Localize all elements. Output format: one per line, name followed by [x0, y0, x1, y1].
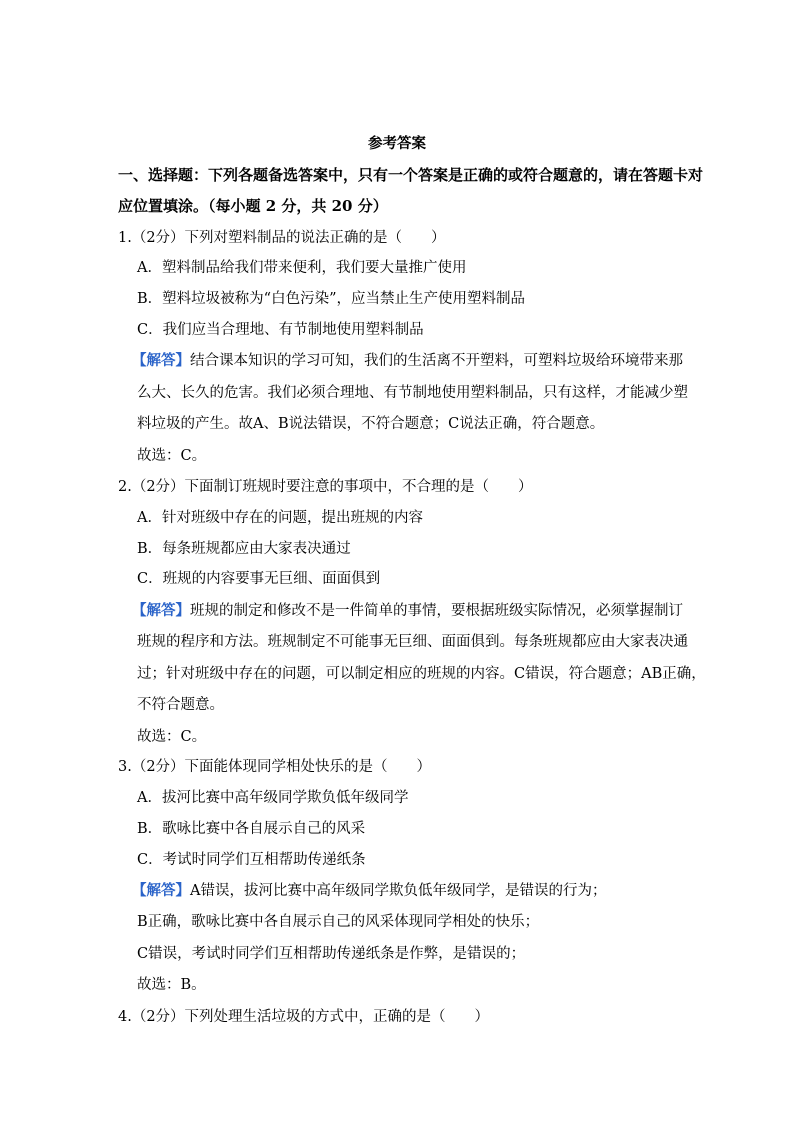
question-3-option-a: A．拔河比赛中高年级同学欺负低年级同学 [137, 790, 409, 806]
question-1-option-c: C．我们应当合理地、有节制地使用塑料制品 [137, 322, 424, 338]
question-2-answer-line-2: 班规的程序和方法。班规制定不可能事无巨细、面面俱到。每条班规都应由大家表决通 [137, 634, 688, 650]
question-3-answer-line-3: C错误，考试时同学们互相帮助传递纸条是作弊，是错误的； [137, 946, 526, 962]
question-1-option-a: A．塑料制品给我们带来便利，我们要大量推广使用 [137, 260, 467, 276]
question-2-option-b: B．每条班规都应由大家表决通过 [137, 541, 351, 557]
question-1-stem: 1.（2分）下列对塑料制品的说法正确的是（ ） [118, 230, 446, 246]
question-3-option-b: B．歌咏比赛中各自展示自己的风采 [137, 821, 366, 837]
question-3-stem: 3.（2分）下面能体现同学相处快乐的是（ ） [118, 759, 432, 775]
question-1-answer-line-2: 么大、长久的危害。我们必须合理地、有节制地使用塑料制品，只有这样，才能减少塑 [137, 385, 688, 401]
question-3-result: 故选：B。 [137, 977, 206, 993]
question-1-result: 故选：C。 [137, 448, 207, 464]
question-1-answer-line-1: 【解答】结合课本知识的学习可知，我们的生活离不开塑料，可塑料垃圾给环境带来那 [132, 352, 683, 369]
question-2-answer-line-3: 过；针对班级中存在的问题，可以制定相应的班规的内容。C错误，符合题意；AB正确， [137, 666, 706, 682]
page-title: 参考答案 [368, 135, 426, 152]
section-heading-line-2: 应位置填涂。（每小题 2 分，共 20 分） [118, 197, 388, 215]
question-1-answer-line-3: 料垃圾的产生。故A、B说法错误，不符合题意；C说法正确，符合题意。 [137, 416, 605, 432]
question-2-result: 故选：C。 [137, 729, 207, 745]
answer-tag: 【解答】 [132, 602, 190, 619]
question-2-stem: 2.（2分）下面制订班规时要注意的事项中，不合理的是（ ） [118, 479, 533, 495]
question-2-answer-line-1: 【解答】班规的制定和修改不是一件简单的事情，要根据班级实际情况，必须掌握制订 [132, 602, 683, 619]
section-heading-line-1: 一、选择题：下列各题备选答案中，只有一个答案是正确的或符合题意的，请在答题卡对 [118, 166, 704, 184]
question-2-option-a: A．针对班级中存在的问题，提出班规的内容 [137, 510, 423, 526]
question-2-option-c: C．班规的内容要事无巨细、面面俱到 [137, 571, 381, 587]
answer-tag: 【解答】 [132, 352, 190, 369]
question-4-stem: 4.（2分）下列处理生活垃圾的方式中，正确的是（ ） [118, 1009, 490, 1025]
answer-tag: 【解答】 [132, 882, 190, 899]
question-2-answer-line-4: 不符合题意。 [137, 697, 224, 713]
question-3-answer-line-1: 【解答】A错误，拔河比赛中高年级同学欺负低年级同学，是错误的行为； [132, 882, 607, 899]
question-3-answer-line-2: B正确，歌咏比赛中各自展示自己的风采体现同学相处的快乐； [137, 914, 540, 930]
question-3-option-c: C．考试时同学们互相帮助传递纸条 [137, 852, 366, 868]
question-1-option-b: B．塑料垃圾被称为“白色污染”，应当禁止生产使用塑料制品 [137, 291, 525, 307]
